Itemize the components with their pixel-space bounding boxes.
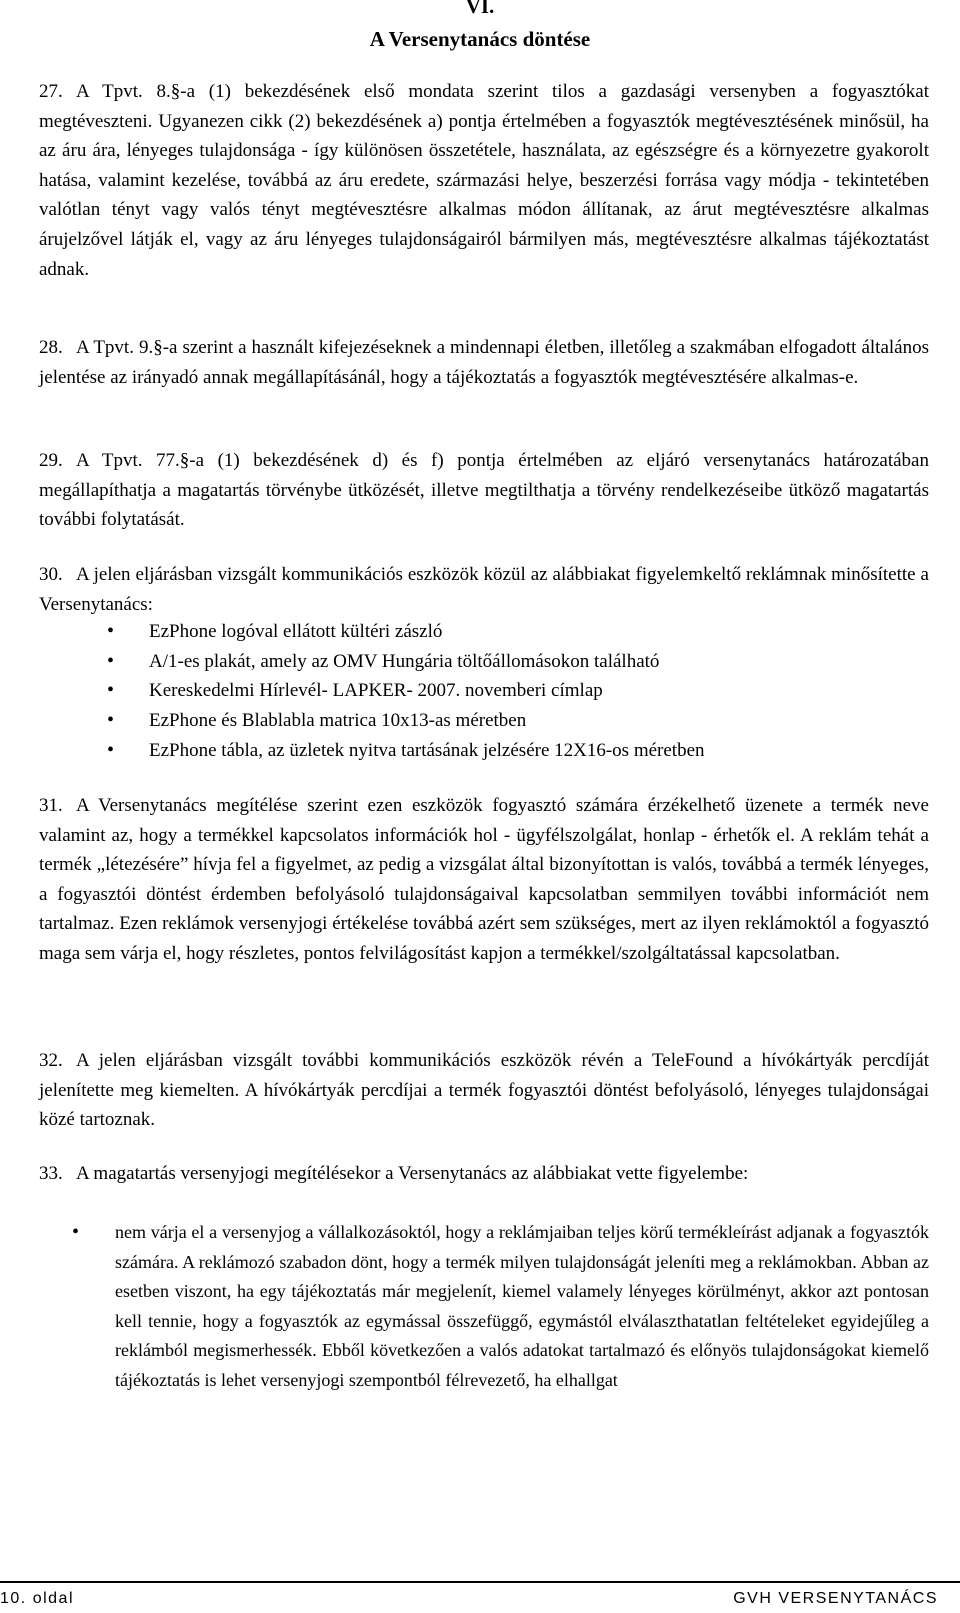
list-item: • EzPhone tábla, az üzletek nyitva tartásának jelzésére 12X16-os méretben bbox=[78, 736, 938, 766]
list-item: • nem várja el a versenyjog a vállalkozásoktól, hogy a reklámjaiban teljes körű termékleírást adjanak a fogyasztók számára. A reklámozó szabadon dönt, hogy a termék milyen tulajdonságát jeleníti meg a reklámokban. Abban az esetben viszont, ha egy tájékoztatás már megjelenít, kiemel valamely lényeges körülményt, akkor azt pontosan kell tennie, hogy a fogyasztók az egymással összefüggő, egymástól elválaszthatatlan feltételeket egyidejűleg a reklámból megismerhessék. Ebből következően a valós adatokat tartalmazó és előnyös tulajdonságokat kiemelő tájékoztatás is lehet versenyjogi szempontból félrevezető, ha elhallgat bbox=[78, 1218, 929, 1395]
list-item: • Kereskedelmi Hírlevél- LAPKER- 2007. novemberi címlap bbox=[78, 676, 938, 706]
paragraph-33-list bbox=[78, 1218, 929, 1395]
paragraph-32 bbox=[39, 1046, 929, 1135]
paragraph-number: 33. bbox=[39, 1163, 63, 1184]
paragraph-number: 32. bbox=[39, 1050, 63, 1071]
chapter-number: VI. bbox=[465, 0, 495, 18]
paragraph-text: A Tpvt. 9.§-a szerint a használt kifejezéseknek a mindennapi életben, illetőleg a szakmában elfogadott általános jelentése az irányadó annak megállapításánál, hogy a tájékoztatás a fogyasztók megtévesztésére alkalmas-e. bbox=[39, 337, 929, 388]
list-item: • EzPhone logóval ellátott kültéri zászló bbox=[78, 617, 938, 647]
chapter-title: A Versenytanács döntése bbox=[369, 27, 591, 51]
paragraph-number: 28. bbox=[39, 337, 63, 358]
paragraph-number: 29. bbox=[39, 450, 63, 471]
paragraph-30-list bbox=[78, 617, 938, 766]
paragraph-number: 30. bbox=[39, 564, 63, 585]
paragraph-text: A magatartás versenyjogi megítélésekor a Versenytanács az alábbiakat vette figyelembe: bbox=[76, 1163, 749, 1184]
paragraph-text: A Versenytanács megítélése szerint ezen eszközök fogyasztó számára érzékelhető üzenete a termék neve valamint az, hogy a termékkel kapcsolatos információk hol - ügyfélszolgálat, honlap - érhetők el. A reklám tehát a termék „létezésére” hívja fel a figyelmet, az pedig a vizsgálat által bizonyítottan is valós, továbbá a termék lényeges, a fogyasztói döntést érdemben befolyásoló tulajdonságaival kapcsolatban semmilyen további információt nem tartalmaz. Ezen reklámok versenyjogi értékelése továbbá azért sem szükséges, mert az ilyen reklámoktól a fogyasztó maga sem várja el, hogy részletes, pontos felvilágosítást kapjon a termékkel/szolgáltatással kapcsolatban. bbox=[39, 795, 929, 964]
list-item: • EzPhone és Blablabla matrica 10x13-as méretben bbox=[78, 706, 938, 736]
footer-page-number: 10. oldal bbox=[0, 1590, 74, 1607]
paragraph-30 bbox=[39, 560, 929, 619]
paragraph-28 bbox=[39, 333, 929, 392]
paragraph-text: A Tpvt. 8.§-a (1) bekezdésének első mondata szerint tilos a gazdasági versenyben a fogyasztókat megtéveszteni. Ugyanezen cikk (2) bekezdésének a) pontja értelmében a fogyasztók megtévesztésének minősül, ha az áru ára, lényeges tulajdonsága - így különösen összetétele, használata, az egészségre és a környezetre gyakorolt hatása, valamint kezelése, továbbá az áru eredete, származási helye, beszerzési forrása vagy módja - tekintetében valótlan tényt vagy valós tényt megtévesztésre alkalmas módon állítanak, az árut megtévesztésre alkalmas árujelzővel látják el, vagy az áru lényeges tulajdonságairól bármilyen más, megtévesztésre alkalmas tájékoztatást adnak. bbox=[39, 81, 929, 280]
paragraph-number: 27. bbox=[39, 81, 63, 102]
footer-organization: GVH VERSENYTANÁCS bbox=[733, 1590, 938, 1607]
footer-divider bbox=[0, 1581, 960, 1583]
paragraph-27 bbox=[39, 77, 929, 284]
paragraph-number: 31. bbox=[39, 795, 63, 816]
paragraph-33 bbox=[39, 1159, 929, 1189]
paragraph-29 bbox=[39, 446, 929, 535]
list-item: • A/1-es plakát, amely az OMV Hungária töltőállomásokon található bbox=[78, 647, 938, 677]
paragraph-text: A Tpvt. 77.§-a (1) bekezdésének d) és f) pontja értelmében az eljáró versenytanács határozatában megállapíthatja a magatartás törvénybe ütközését, illetve megtilthatja a törvény rendelkezéseibe ütköző magatartás további folytatását. bbox=[39, 450, 929, 531]
paragraph-31 bbox=[39, 791, 929, 969]
paragraph-text: A jelen eljárásban vizsgált kommunikációs eszközök közül az alábbiakat figyelemkeltő reklámnak minősítette a Versenytanács: bbox=[39, 564, 929, 615]
paragraph-text: A jelen eljárásban vizsgált további kommunikációs eszközök révén a TeleFound a hívókártyák percdíját jelenítette meg kiemelten. A hívókártyák percdíjai a termék fogyasztói döntést befolyásoló, lényeges tulajdonságai közé tartoznak. bbox=[39, 1050, 929, 1131]
